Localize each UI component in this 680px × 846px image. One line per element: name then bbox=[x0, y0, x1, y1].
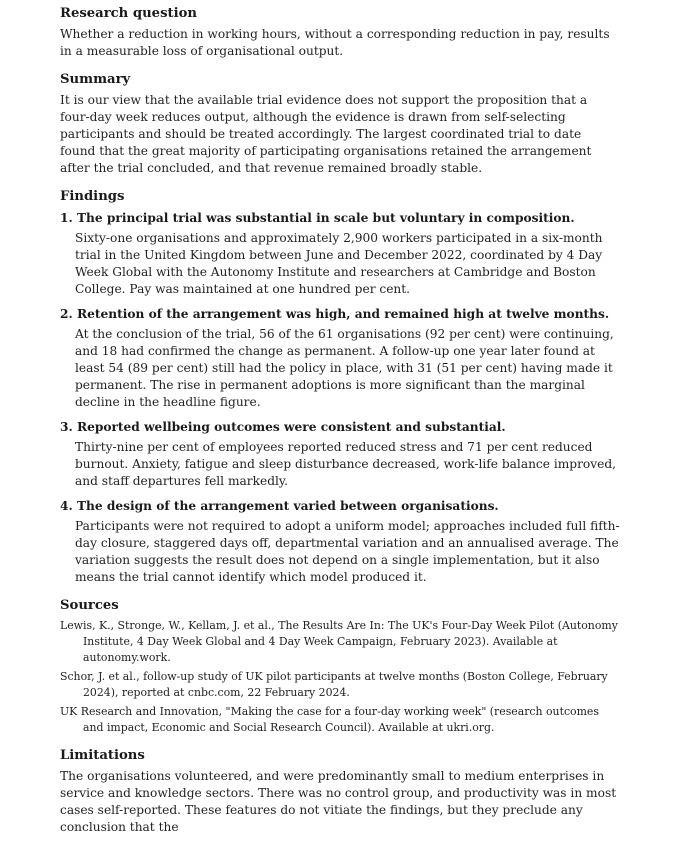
finding-text: Thirty-nine per cent of employees reported reduced stress and 71 per cent reduced burnout. Anxiety, fatigue and sleep disturbance decreased, work-life balance improved, and staff departures fell markedly. bbox=[75, 440, 617, 488]
limitations-text: The organisations volunteered, and were predominantly small to medium enterprises in service and knowledge sectors. There was no control group, and productivity was in most cases self-reported. These features do not vitiate the findings, but they preclude any conclusion that the bbox=[60, 769, 617, 834]
sources-heading: Sources bbox=[60, 598, 119, 613]
source-entry: Schor, J. et al., follow-up study of UK pilot participants at twelve months (Boston College, February 2024), reported at cnbc.com, 22 February 2024. bbox=[60, 670, 608, 699]
findings-heading: Findings bbox=[60, 189, 125, 204]
finding-item bbox=[60, 306, 620, 411]
finding-item bbox=[60, 498, 620, 586]
finding-title: 4. The design of the arrangement varied between organisations. bbox=[60, 499, 499, 513]
summary-text: It is our view that the available trial evidence does not support the proposition that a four-day week reduces output, although the evidence is drawn from self-selecting participants and should be treated accordingly. The largest coordinated trial to date found that the great majority of participating organisations retained the arrangement after the trial concluded, and that revenue remained broadly stable. bbox=[60, 93, 592, 175]
finding-title: 3. Reported wellbeing outcomes were consistent and substantial. bbox=[60, 420, 506, 434]
summary-heading: Summary bbox=[60, 72, 131, 87]
findings-section bbox=[60, 187, 620, 586]
source-entry: UK Research and Innovation, "Making the case for a four-day working week" (research outcomes and impact, Economic and Social Research Council). Available at ukri.org. bbox=[60, 705, 599, 734]
summary-section bbox=[60, 70, 620, 177]
research-question-heading: Research question bbox=[60, 6, 197, 21]
limitations-heading: Limitations bbox=[60, 748, 145, 763]
finding-title: 1. The principal trial was substantial in scale but voluntary in composition. bbox=[60, 211, 575, 225]
finding-text: At the conclusion of the trial, 56 of the 61 organisations (92 per cent) were continuing, and 18 had confirmed the change as permanent. A follow-up one year later found at least 54 (89 per cent) still had the policy in place, with 31 (51 per cent) having made it permanent. The rise in permanent adoptions is more significant than the marginal decline in the headline figure. bbox=[75, 327, 614, 409]
sources-section bbox=[60, 596, 620, 736]
source-entry: Lewis, K., Stronge, W., Kellam, J. et al., The Results Are In: The UK's Four-Day Week Pilot (Autonomy Institute, 4 Day Week Global and 4 Day Week Campaign, February 2023). Available at autonomy.work. bbox=[60, 619, 618, 664]
limitations-section bbox=[60, 746, 620, 836]
finding-item bbox=[60, 210, 620, 298]
briefing-document bbox=[60, 4, 620, 846]
research-question-text: Whether a reduction in working hours, without a corresponding reduction in pay, results in a measurable loss of organisational output. bbox=[60, 27, 610, 58]
finding-text: Participants were not required to adopt a uniform model; approaches included full fifth-day closure, staggered days off, departmental variation and an annualised average. The variation suggests the result does not depend on a single implementation, but it also means the trial cannot identify which model produced it. bbox=[75, 519, 620, 584]
finding-text: Sixty-one organisations and approximately 2,900 workers participated in a six-month trial in the United Kingdom between June and December 2022, coordinated by 4 Day Week Global with the Autonomy Institute and researchers at Cambridge and Boston College. Pay was maintained at one hundred per cent. bbox=[75, 231, 603, 296]
finding-title: 2. Retention of the arrangement was high, and remained high at twelve months. bbox=[60, 307, 610, 321]
research-question-section bbox=[60, 4, 620, 60]
finding-item bbox=[60, 419, 620, 490]
